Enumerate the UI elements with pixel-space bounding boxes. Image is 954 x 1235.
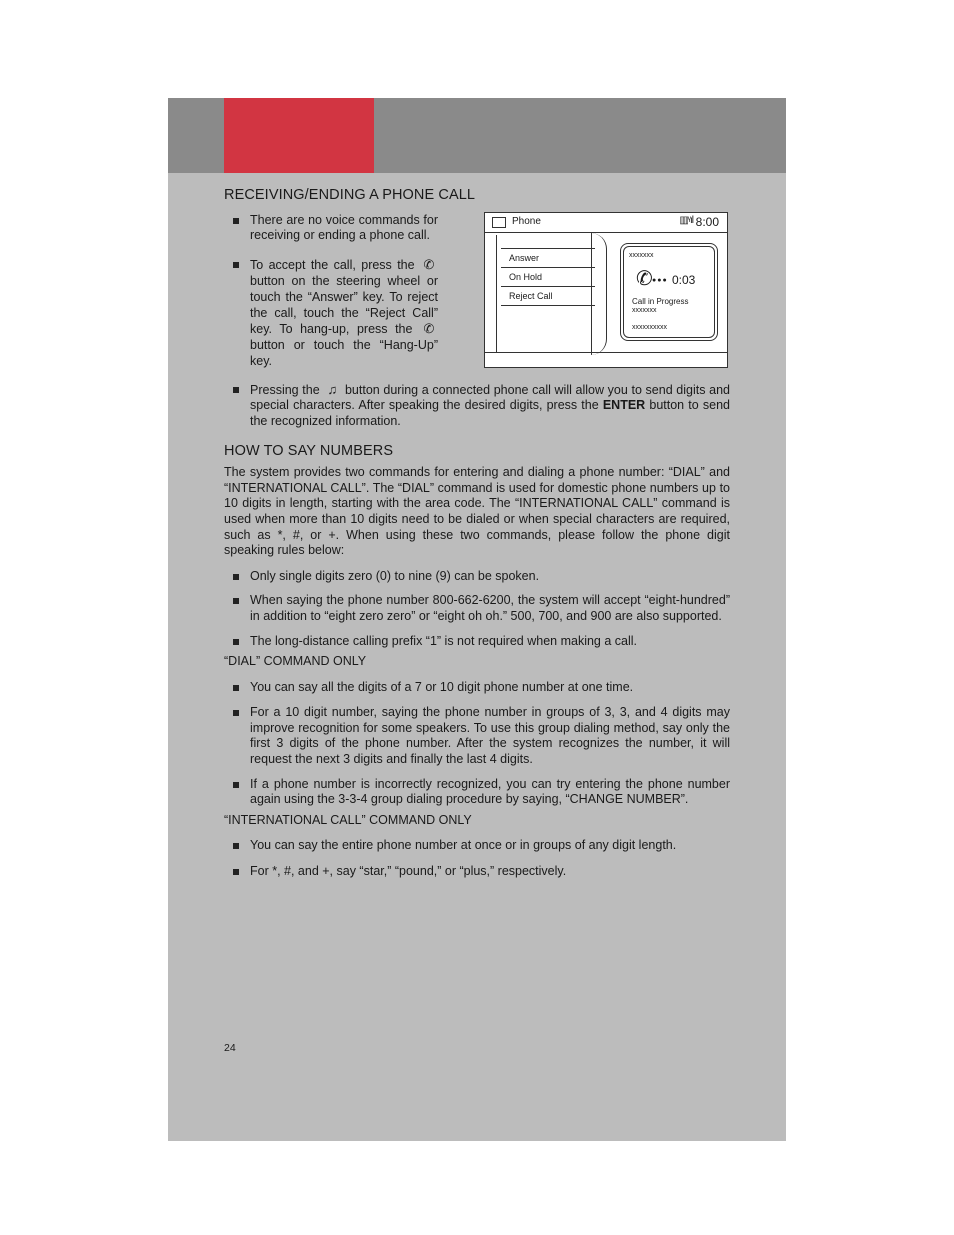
talk-text-3: button to send the recognized information.: [250, 398, 730, 428]
handset-icon: ✆: [636, 268, 653, 290]
bullet-pressing-talk: [224, 382, 730, 430]
caller-number: xxxxxxx: [632, 307, 657, 314]
bullet-change-number: If a phone number is incorrectly recognized, you can try entering the phone number again using the 3-3-4 group dialing procedure by saying, “CHANGE NUMBER”.: [224, 777, 730, 808]
bullet-accept-call: [224, 257, 438, 369]
numbers-intro: The system provides two commands for entering and dialing a phone number: “DIAL” and “INTERNATIONAL CALL”. The “DIAL” command is used for domestic phone numbers up to 10 digits in length, starting with the area code. The “INTERNATIONAL CALL” command is used when more than 10 digits need to be dialed or when special characters are required, such as *, #, or +. When using these two commands, please follow the phone digit speaking rules below:: [224, 465, 730, 558]
bullet-dial-all-digits: You can say all the digits of a 7 or 10 digit phone number at one time.: [224, 680, 730, 696]
dial-command-heading: “DIAL” COMMAND ONLY: [224, 654, 367, 669]
caller-name: xxxxxxx: [629, 252, 654, 259]
call-timer: 0:03: [672, 273, 696, 287]
bullet-single-digits: Only single digits zero (0) to nine (9) can be spoken.: [224, 569, 730, 585]
screen-time: 8:00: [695, 215, 719, 229]
menu-item-on-hold[interactable]: On Hold: [501, 267, 595, 286]
accept-text-1: To accept the call, press the: [250, 257, 415, 272]
bullet-special-chars: For *, #, and +, say “star,” “pound,” or “plus,” respectively.: [224, 864, 730, 880]
menu-item-reject-call[interactable]: Reject Call: [501, 286, 595, 306]
phone-handset-icon: ✆: [423, 256, 435, 272]
talk-text-2: button during a connected phone call will allow you to send digits and special characters. After speaking the desired digits, press the: [250, 382, 730, 413]
page-content: [224, 188, 730, 880]
screen-title: Phone: [512, 216, 541, 227]
connecting-dots-icon: ●●●: [652, 277, 668, 284]
phone-handset-icon-2: ✆: [423, 320, 435, 336]
section-tab: [224, 98, 374, 173]
bullet-no-voice-commands: There are no voice commands for receiving or ending a phone call.: [224, 213, 438, 244]
bullet-intl-any-length: You can say the entire phone number at once or in groups of any digit length.: [224, 838, 730, 854]
menu-item-answer[interactable]: Answer: [501, 248, 595, 267]
bullet-prefix: The long-distance calling prefix “1” is not required when making a call.: [224, 634, 730, 650]
enter-key-label: ENTER: [602, 398, 646, 413]
bullet-group-dialing: For a 10 digit number, saying the phone number in groups of 3, 3, and 4 digits may improve recognition for some speakers. To use this group dialing method, say only the first 3 digits of the phone number. After the system recognizes the number, it will request the next 3 digits and finally the last 4 digits.: [224, 705, 730, 767]
accept-text-2: button on the steering wheel or touch the “Answer” key. To reject the call, touch the “Reject Call” key. To hang-up, press the: [250, 273, 438, 336]
caller-number-2: xxxxxxxxxx: [632, 324, 667, 331]
bullet-eight-hundred: When saying the phone number 800-662-6200, the system will accept “eight-hundred” in addition to “eight zero zero” or “eight oh oh.” 500, 700, and 900 are also supported.: [224, 593, 730, 624]
talk-text-1: Pressing the: [250, 382, 320, 397]
accept-text-3: button or touch the “Hang-Up” key.: [250, 337, 438, 368]
voice-talk-icon: ♫: [327, 381, 338, 397]
signal-icon: ▥ᵞıl: [679, 215, 693, 226]
page-number: 24: [224, 1042, 236, 1054]
section-title-numbers: HOW TO SAY NUMBERS: [224, 442, 394, 459]
call-status: Call in Progress: [632, 297, 689, 306]
manual-page: [168, 98, 786, 1141]
section-title-receiving: RECEIVING/ENDING A PHONE CALL: [224, 187, 476, 203]
intl-command-heading: “INTERNATIONAL CALL” COMMAND ONLY: [224, 812, 472, 827]
